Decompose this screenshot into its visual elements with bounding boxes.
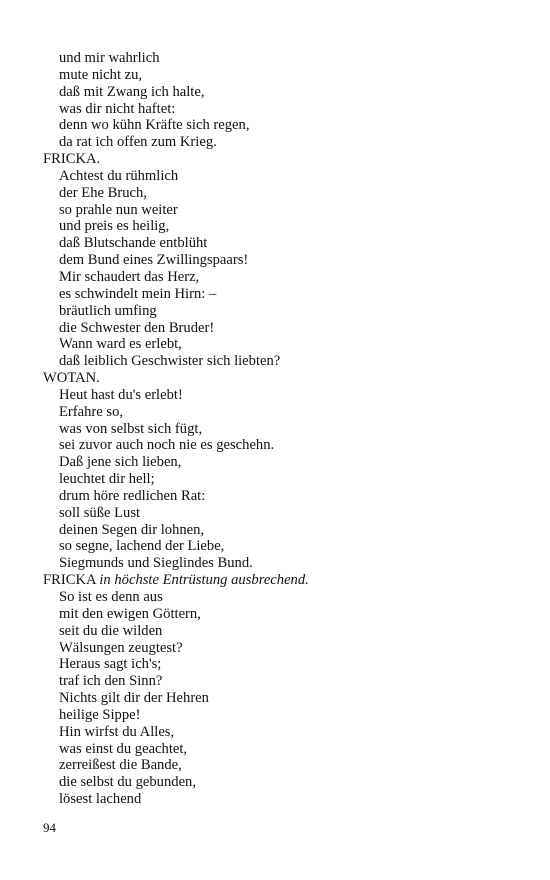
verse-line: Wälsungen zeugtest?: [59, 639, 183, 656]
page-number: 94: [43, 820, 56, 835]
verse-line: leuchtet dir hell;: [59, 471, 155, 488]
verse-line: die Schwester den Bruder!: [59, 319, 215, 336]
verse-line: bräutlich umfing: [59, 302, 157, 319]
verse-line: sei zuvor auch noch nie es geschehn.: [59, 437, 275, 454]
verse-line: traf ich den Sinn?: [59, 673, 163, 690]
verse-line: so prahle nun weiter: [59, 201, 178, 218]
speaker-line: [43, 370, 523, 387]
verse-line: So ist es denn aus: [59, 589, 163, 605]
verse-line: Daß jene sich lieben,: [59, 454, 182, 471]
verse-line: und preis es heilig,: [59, 218, 170, 235]
verse-line: deinen Segen dir lohnen,: [59, 521, 205, 538]
verse-line: Hin wirfst du Alles,: [59, 723, 175, 740]
verse-line: daß mit Zwang ich halte,: [59, 83, 205, 100]
page-text: [43, 50, 523, 808]
speaker-name: FRICKA.: [43, 151, 101, 168]
verse-line: denn wo kühn Kräfte sich regen,: [59, 117, 250, 134]
speaker-name: FRICKA: [43, 572, 96, 589]
verse-line: zerreißest die Bande,: [59, 757, 182, 774]
verse-line: Siegmunds und Sieglindes Bund.: [59, 555, 253, 572]
verse-line: und mir wahrlich: [59, 50, 160, 66]
verse-line: die selbst du gebunden,: [59, 774, 196, 791]
verse-line: was einst du geachtet,: [59, 740, 188, 757]
verse-line: Erfahre so,: [59, 403, 124, 420]
verse-line: lösest lachend: [59, 791, 142, 808]
verse-line: Achtest du rühmlich: [59, 167, 179, 184]
verse-line: Heut hast du's erlebt!: [59, 386, 183, 403]
verse-line: was dir nicht haftet:: [59, 100, 176, 117]
verse-line: daß leiblich Geschwister sich liebten?: [59, 353, 281, 370]
speaker-line: [43, 572, 523, 589]
speaker-line: [43, 151, 523, 168]
verse-line: so segne, lachend der Liebe,: [59, 538, 225, 555]
stage-direction: in höchste Entrüstung ausbrechend.: [99, 572, 309, 589]
verse-line: Heraus sagt ich's;: [59, 656, 162, 673]
verse-line: daß Blutschande entblüht: [59, 235, 208, 252]
verse-line: mit den ewigen Göttern,: [59, 605, 201, 622]
verse-line: es schwindelt mein Hirn: –: [59, 285, 217, 302]
verse-line: soll süße Lust: [59, 504, 141, 521]
verse-line: mute nicht zu,: [59, 66, 143, 83]
speaker-name: WOTAN.: [43, 370, 100, 387]
verse-line: Mir schaudert das Herz,: [59, 268, 200, 285]
verse-line: Nichts gilt dir der Hehren: [59, 690, 209, 707]
verse-line: Wann ward es erlebt,: [59, 336, 182, 353]
verse-line: dem Bund eines Zwillingspaars!: [59, 252, 249, 269]
verse-line: was von selbst sich fügt,: [59, 420, 203, 437]
verse-line: seit du die wilden: [59, 622, 163, 639]
verse-line: drum höre redlichen Rat:: [59, 487, 206, 504]
verse-line: heilige Sippe!: [59, 706, 141, 723]
verse-line: da rat ich offen zum Krieg.: [59, 134, 217, 151]
verse-line: der Ehe Bruch,: [59, 184, 147, 201]
